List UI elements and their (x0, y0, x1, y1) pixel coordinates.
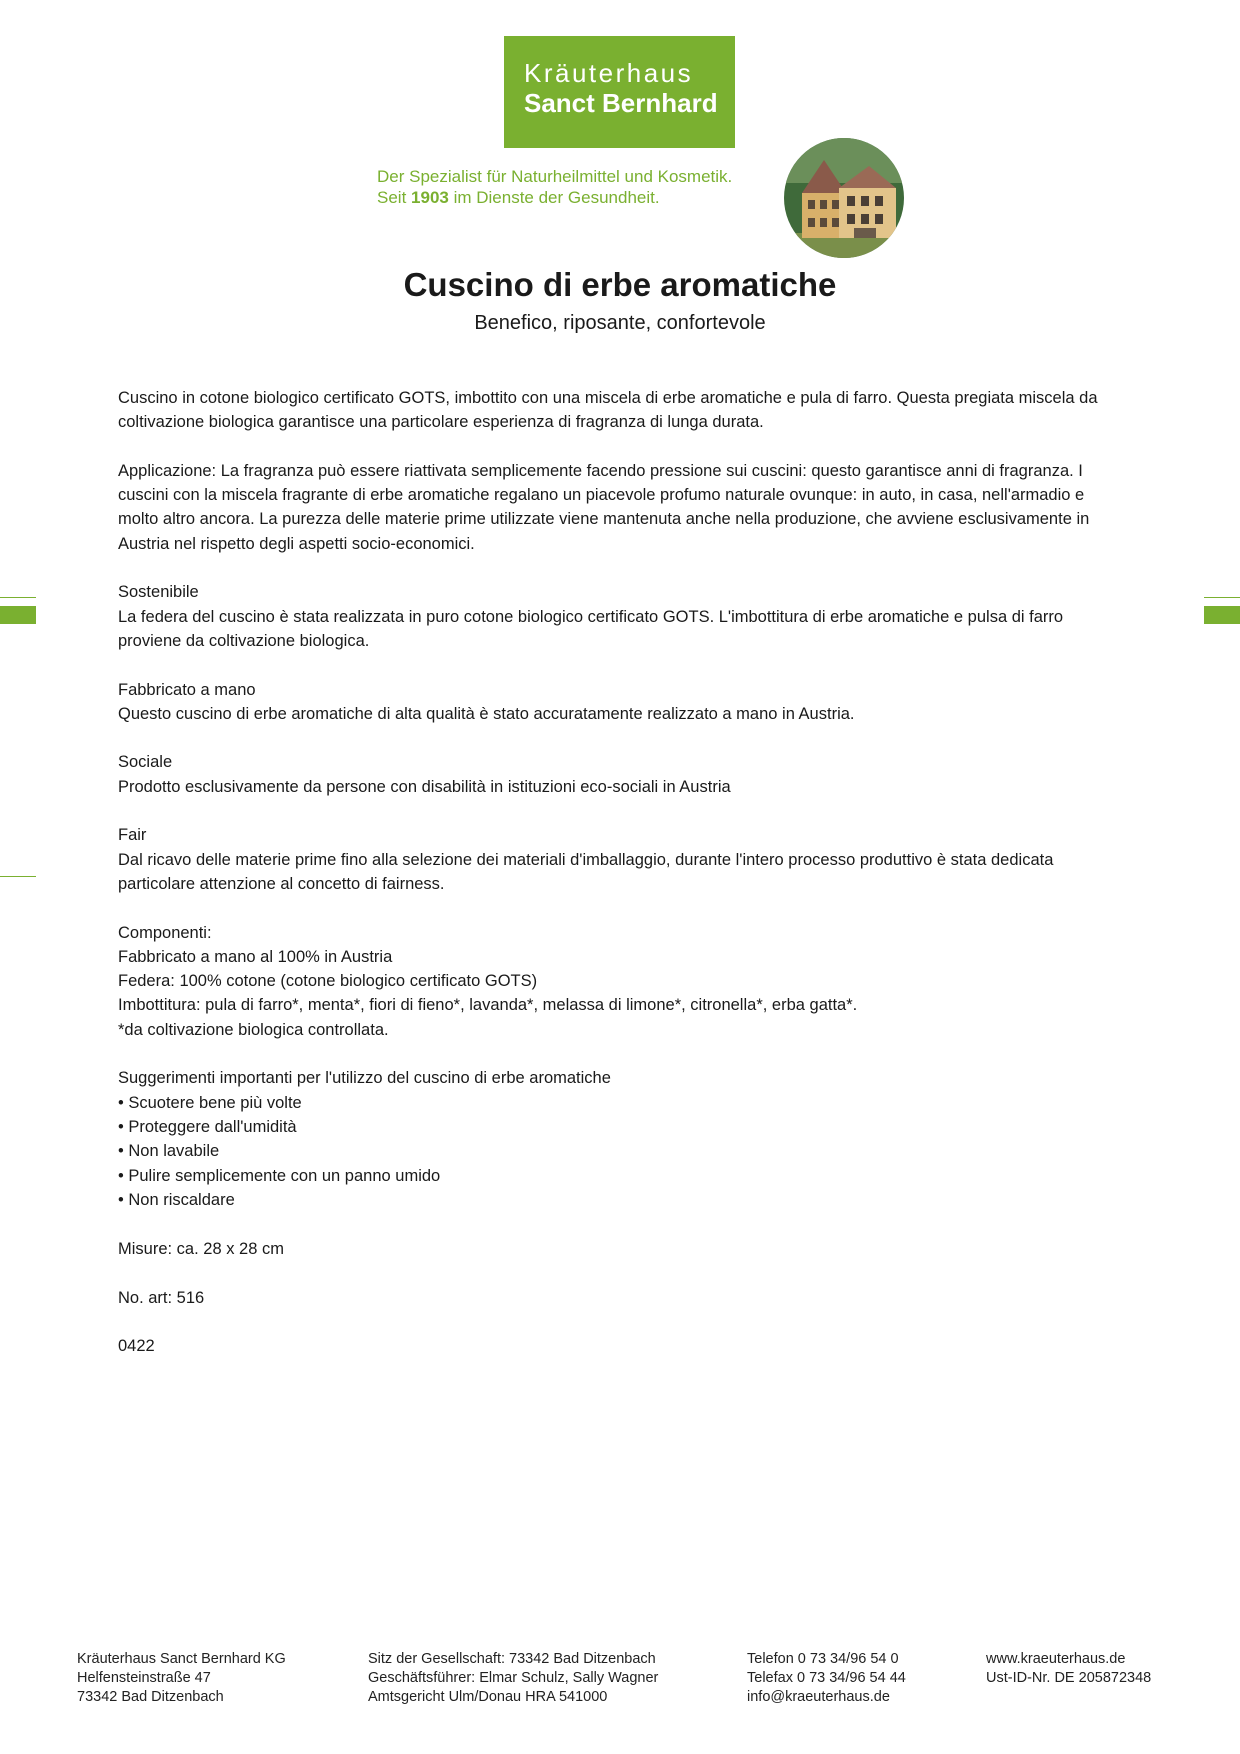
footer-website-link[interactable]: www.kraeuterhaus.de (986, 1651, 1126, 1667)
footer-line: Sitz der Gesellschaft: 73342 Bad Ditzenbach (368, 1651, 656, 1667)
tip-item: • Pulire semplicemente con un panno umido (118, 1166, 441, 1185)
component-item: *da coltivazione biologica controllata. (118, 1020, 389, 1039)
building-photo (784, 138, 904, 258)
footer-legal (368, 1650, 658, 1707)
product-description (118, 386, 1123, 1383)
tagline-prefix: Seit (377, 188, 412, 207)
fair-text: Dal ricavo delle materie prime fino alla selezione dei materiali d'imballaggio, durante l'intero processo produttivo è stata dedicata particolare attenzione al concetto di fairness. (118, 850, 1054, 893)
component-item: Imbottitura: pula di farro*, menta*, fiori di fieno*, lavanda*, melassa di limone*, citronella*, erba gatta*. (118, 996, 858, 1015)
tip-item: • Non riscaldare (118, 1190, 235, 1209)
tagline-suffix: im Dienste der Gesundheit. (448, 188, 660, 207)
page-subtitle: Benefico, riposante, confortevole (474, 312, 766, 334)
sustainable-section (118, 580, 1123, 653)
handmade-heading: Fabbricato a mano (118, 680, 256, 699)
brand-tagline (377, 166, 732, 208)
tagline-line-2 (377, 187, 732, 208)
footer-phone: Telefon 0 73 34/96 54 0 (747, 1651, 899, 1667)
fair-heading: Fair (118, 826, 147, 845)
handmade-section (118, 678, 1123, 727)
footer-fax: Telefax 0 73 34/96 54 44 (747, 1670, 906, 1686)
article-number: No. art: 516 (118, 1288, 205, 1307)
application-paragraph: Applicazione: La fragranza può essere riattivata semplicemente facendo pressione sui cuscini: questo garantisce anni di fragranza. I cuscini con la miscela fragrante di erbe aromatiche regalano un piacevole profumo naturale ovunque: in auto, in casa, nell'armadio e molto altro ancora. La purezza delle materie prime utilizzate viene mantenuta anche nella produzione, che avviene esclusivamente in Austria nel rispetto degli aspetti socio-economici. (118, 461, 1090, 553)
footer-line: Kräuterhaus Sanct Bernhard KG (77, 1651, 286, 1667)
left-marker-block (0, 606, 36, 624)
right-marker-block (1204, 606, 1240, 624)
handmade-text: Questo cuscino di erbe aromatiche di alta qualità è stato accuratamente realizzato a mano in Austria. (118, 704, 855, 723)
left-marker-line-bottom (0, 876, 36, 877)
component-item: Federa: 100% cotone (cotone biologico certificato GOTS) (118, 972, 538, 991)
sustainable-text: La federa del cuscino è stata realizzata in puro cotone biologico certificato GOTS. L'imbottitura di erbe aromatiche e pulsa di farro proviene da coltivazione biologica. (118, 607, 1064, 650)
tagline-line-1: Der Spezialist für Naturheilmittel und Kosmetik. (377, 167, 733, 186)
sustainable-heading: Sostenibile (118, 583, 199, 602)
tagline-year: 1903 (411, 188, 449, 207)
building-photo-image (784, 138, 904, 258)
tips-section (118, 1066, 1123, 1212)
left-marker-line-top (0, 597, 36, 598)
logo-line-2: Sanct Bernhard (524, 88, 718, 118)
social-heading: Sociale (118, 753, 173, 772)
tip-item: • Non lavabile (118, 1142, 220, 1161)
social-section (118, 750, 1123, 799)
footer-line: Geschäftsführer: Elmar Schulz, Sally Wagner (368, 1670, 659, 1686)
social-text: Prodotto esclusivamente da persone con disabilità in istituzioni eco-sociali in Austria (118, 777, 731, 796)
component-item: Fabbricato a mano al 100% in Austria (118, 947, 393, 966)
footer-vat-id: Ust-ID-Nr. DE 205872348 (986, 1670, 1152, 1686)
footer-line: Helfensteinstraße 47 (77, 1670, 211, 1686)
footer-company (77, 1650, 286, 1707)
tips-heading: Suggerimenti importanti per l'utilizzo del cuscino di erbe aromatiche (118, 1069, 611, 1088)
document-code: 0422 (118, 1337, 155, 1356)
footer-line: Amtsgericht Ulm/Donau HRA 541000 (368, 1689, 608, 1705)
fair-section (118, 823, 1123, 896)
footer-web (986, 1650, 1151, 1688)
intro-paragraph: Cuscino in cotone biologico certificato GOTS, imbottito con una miscela di erbe aromatiche e pula di farro. Questa pregiata miscela da coltivazione biologica garantisce una particolare esperienza di fragranza di lunga durata. (118, 389, 1098, 432)
right-marker-line (1204, 597, 1240, 598)
logo-line-1: Kräuterhaus (524, 58, 694, 88)
components-section (118, 921, 1123, 1042)
tip-item: • Scuotere bene più volte (118, 1093, 302, 1112)
size-info: Misure: ca. 28 x 28 cm (118, 1240, 284, 1259)
page-title: Cuscino di erbe aromatiche (403, 266, 837, 303)
footer-contact (747, 1650, 906, 1707)
footer-line: 73342 Bad Ditzenbach (77, 1689, 224, 1705)
components-heading: Componenti: (118, 923, 212, 942)
footer-email-link[interactable]: info@kraeuterhaus.de (747, 1689, 890, 1705)
brand-logo (504, 36, 735, 148)
tip-item: • Proteggere dall'umidità (118, 1117, 297, 1136)
